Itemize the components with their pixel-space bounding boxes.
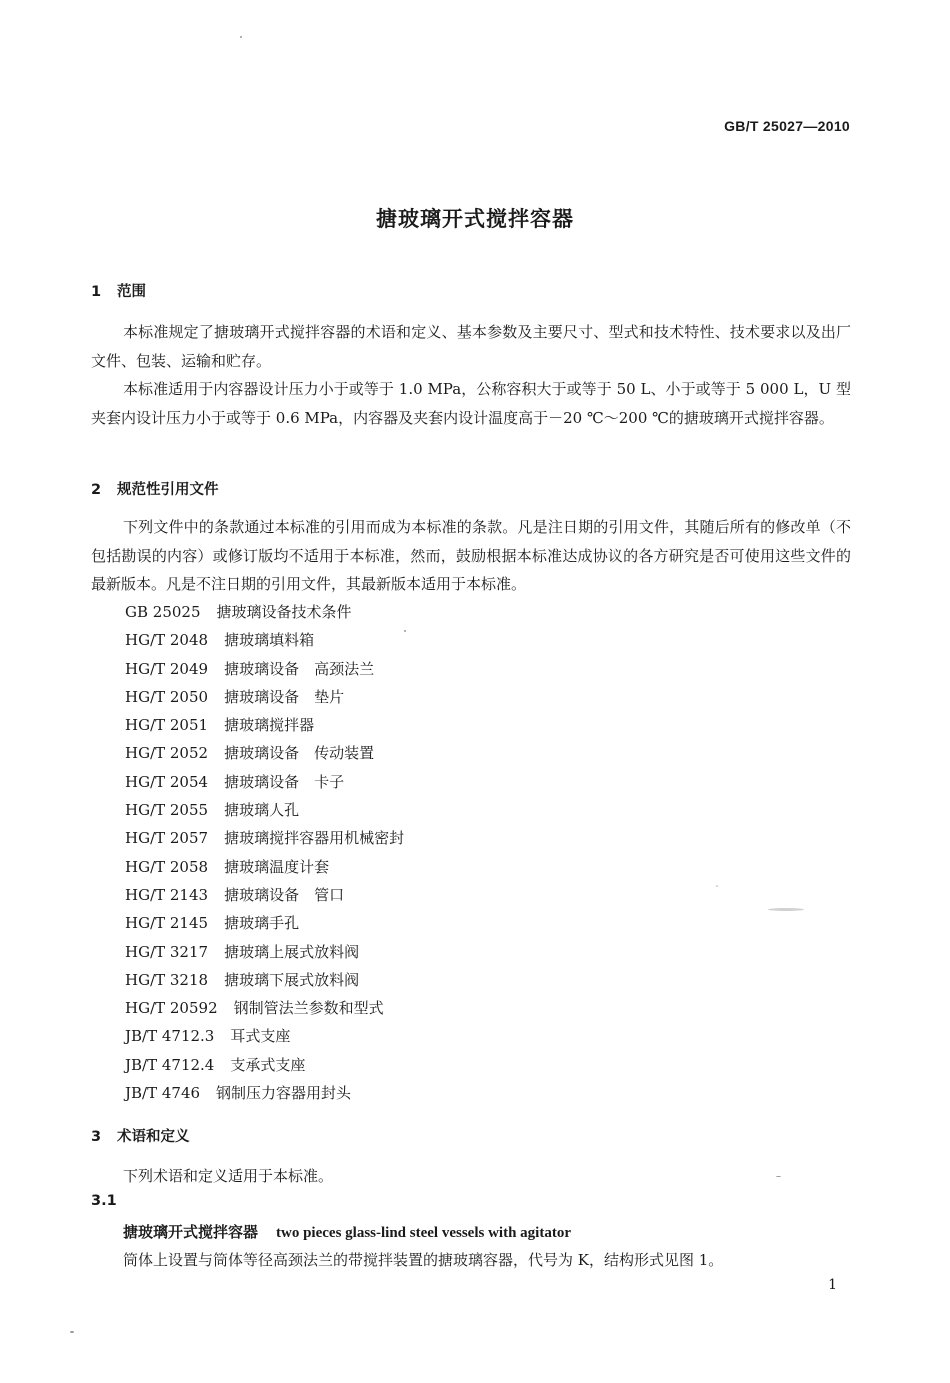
section-1-heading bbox=[91, 280, 146, 301]
term-heading bbox=[123, 1218, 571, 1247]
reference-title: 耳式支座 bbox=[230, 1027, 291, 1046]
section-3-number: 3 bbox=[91, 1129, 102, 1145]
scan-speck bbox=[776, 1176, 781, 1177]
term-chinese: 搪玻璃开式搅拌容器 bbox=[123, 1223, 259, 1241]
reference-item bbox=[125, 824, 404, 852]
reference-code: HG/T 2143 bbox=[125, 885, 209, 904]
reference-item bbox=[125, 768, 404, 796]
reference-code: HG/T 2054 bbox=[125, 772, 209, 791]
page-number: 1 bbox=[828, 1277, 837, 1293]
reference-code: JB/T 4746 bbox=[125, 1084, 201, 1103]
reference-code: GB 25025 bbox=[125, 603, 201, 621]
section-2-title: 规范性引用文件 bbox=[117, 482, 219, 498]
reference-code: HG/T 3217 bbox=[125, 942, 209, 961]
section-2-number: 2 bbox=[91, 482, 102, 498]
term-english: two pieces glass-lind steel vessels with agitator bbox=[276, 1225, 571, 1241]
reference-title: 搪玻璃填料箱 bbox=[224, 631, 315, 650]
section-1-title: 范围 bbox=[117, 284, 146, 300]
reference-title: 搪玻璃上展式放料阀 bbox=[224, 942, 360, 961]
section-2-intro: 下列文件中的条款通过本标准的引用而成为本标准的条款。凡是注日期的引用文件，其随后所有的修改单（不包括勘误的内容）或修订版均不适用于本标准，然而，鼓励根据本标准达成协议的各方研究是否可使用这些文件的最新版本。凡是不注日期的引用文件，其最新版本适用于本标准。 bbox=[91, 518, 851, 593]
term-number: 3.1 bbox=[91, 1193, 117, 1209]
reference-code: JB/T 4712.4 bbox=[125, 1055, 215, 1074]
reference-item bbox=[125, 626, 404, 654]
reference-title: 搪玻璃搅拌容器用机械密封 bbox=[224, 829, 405, 848]
reference-code: JB/T 4712.3 bbox=[125, 1027, 215, 1046]
reference-code: HG/T 20592 bbox=[125, 999, 218, 1018]
reference-item bbox=[125, 881, 404, 909]
reference-code: HG/T 2057 bbox=[125, 829, 209, 848]
reference-item bbox=[125, 683, 404, 711]
scan-speck bbox=[716, 885, 718, 887]
section-1-paragraph-2: 本标准适用于内容器设计压力小于或等于 1.0 MPa，公称容积大于或等于 50 L、小于或等于 5 000 L，U 型夹套内设计压力小于或等于 0.6 MPa，内容器及夹套内设计温度高于－20 ℃～200 ℃的搪玻璃开式搅拌容器。 bbox=[91, 380, 851, 427]
reference-item bbox=[125, 994, 404, 1022]
document-title: 搪玻璃开式搅拌容器 bbox=[376, 207, 574, 231]
reference-item bbox=[125, 739, 404, 767]
reference-title: 搪玻璃下展式放料阀 bbox=[224, 970, 360, 989]
reference-code: HG/T 2145 bbox=[125, 914, 209, 933]
reference-code: HG/T 2058 bbox=[125, 857, 209, 876]
reference-list bbox=[125, 598, 404, 1107]
reference-item bbox=[125, 909, 404, 937]
reference-title: 搪玻璃人孔 bbox=[224, 801, 300, 820]
reference-title: 搪玻璃设备 管口 bbox=[224, 885, 345, 904]
reference-title: 搪玻璃设备 传动装置 bbox=[224, 744, 375, 763]
reference-code: HG/T 2051 bbox=[125, 716, 209, 735]
reference-item bbox=[125, 1079, 404, 1107]
reference-item bbox=[125, 598, 404, 626]
section-2-heading bbox=[91, 478, 219, 499]
reference-title: 搪玻璃设备 高颈法兰 bbox=[224, 659, 375, 678]
scan-speck bbox=[240, 36, 242, 38]
reference-item bbox=[125, 1051, 404, 1079]
reference-title: 搪玻璃搅拌器 bbox=[224, 716, 315, 735]
section-3-heading bbox=[91, 1125, 190, 1146]
section-3-intro: 下列术语和定义适用于本标准。 bbox=[123, 1167, 334, 1185]
section-3-title: 术语和定义 bbox=[117, 1129, 190, 1145]
reference-item bbox=[125, 853, 404, 881]
reference-title: 搪玻璃设备技术条件 bbox=[216, 603, 352, 621]
reference-title: 钢制压力容器用封头 bbox=[216, 1084, 352, 1103]
reference-item bbox=[125, 966, 404, 994]
section-1-paragraph-1: 本标准规定了搪玻璃开式搅拌容器的术语和定义、基本参数及主要尺寸、型式和技术特性、技术要求以及出厂文件、包装、运输和贮存。 bbox=[91, 323, 851, 370]
term-definition: 筒体上设置与筒体等径高颈法兰的带搅拌装置的搪玻璃容器，代号为 K，结构形式见图 1。 bbox=[123, 1251, 724, 1269]
reference-code: HG/T 3218 bbox=[125, 970, 209, 989]
reference-title: 搪玻璃手孔 bbox=[224, 914, 300, 933]
reference-code: HG/T 2050 bbox=[125, 687, 209, 706]
reference-code: HG/T 2052 bbox=[125, 744, 209, 763]
reference-title: 支承式支座 bbox=[230, 1055, 306, 1074]
reference-item bbox=[125, 711, 404, 739]
section-1-number: 1 bbox=[91, 284, 102, 300]
reference-title: 搪玻璃设备 垫片 bbox=[224, 687, 345, 706]
reference-code: HG/T 2049 bbox=[125, 659, 209, 678]
reference-item bbox=[125, 1022, 404, 1050]
scan-speck bbox=[768, 908, 804, 911]
reference-item bbox=[125, 938, 404, 966]
reference-code: HG/T 2055 bbox=[125, 801, 209, 820]
reference-code: HG/T 2048 bbox=[125, 631, 209, 650]
reference-item bbox=[125, 655, 404, 683]
standard-code: GB/T 25027—2010 bbox=[724, 118, 850, 134]
scan-speck bbox=[404, 630, 406, 632]
reference-title: 搪玻璃设备 卡子 bbox=[224, 772, 345, 791]
reference-title: 搪玻璃温度计套 bbox=[224, 857, 330, 876]
scan-speck bbox=[70, 1331, 74, 1333]
reference-item bbox=[125, 796, 404, 824]
reference-title: 钢制管法兰参数和型式 bbox=[233, 999, 384, 1018]
